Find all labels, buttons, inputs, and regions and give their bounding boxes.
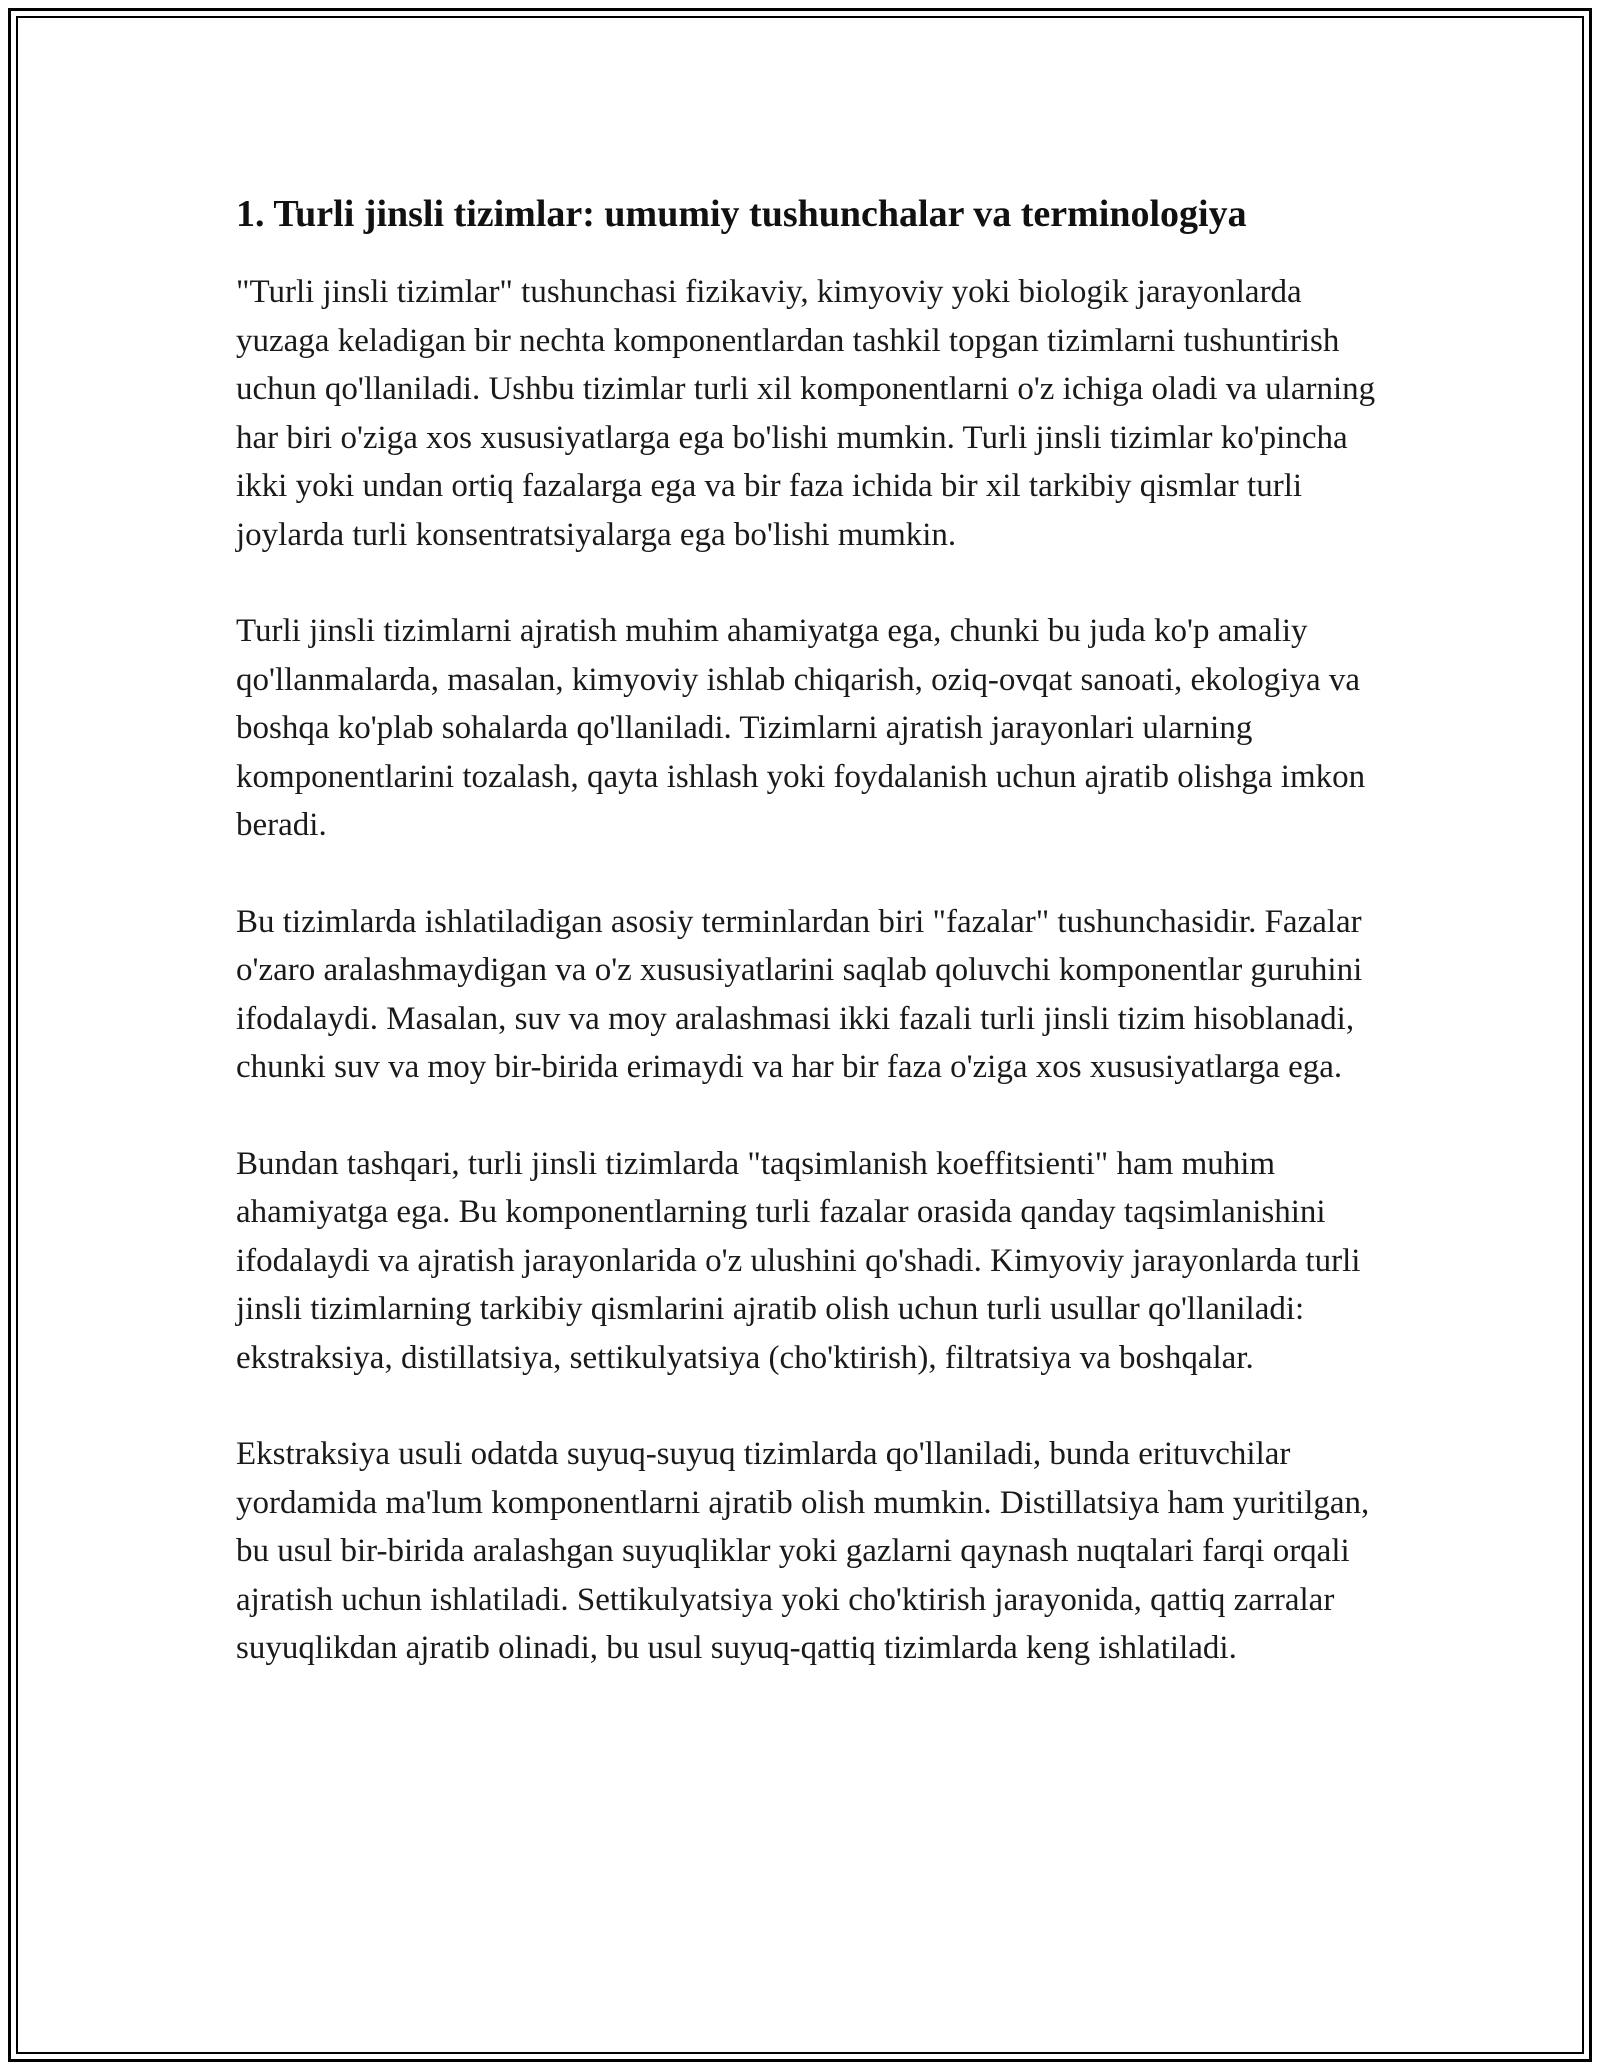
paragraph-4: Bundan tashqari, turli jinsli tizimlarda "taqsimlanish koeffitsienti" ham muhim ahamiyatga ega. Bu komponentlarning turli fazalar orasida qanday taqsimlanishini ifodalaydi va ajratish jarayonlarida o'z ulushini qo'shadi. Kimyoviy jarayonlarda turli jinsli tizimlarning tarkibiy qismlarini ajratib olish uchun turli usullar qo'llaniladi: ekstraksiya, distillatsiya, settikulyatsiya (cho'ktirish), filtratsiya va boshqalar. xyxy=(236,1145,1361,1376)
paragraph-2: Turli jinsli tizimlarni ajratish muhim ahamiyatga ega, chunki bu juda ko'p amaliy qo'llanmalarda, masalan, kimyoviy ishlab chiqarish, oziq-ovqat sanoati, ekologiya va boshqa ko'plab sohalarda qo'llaniladi. Tizimlarni ajratish jarayonlari ularning komponentlarini tozalash, qayta ishlash yoki foydalanish uchun ajratib olishga imkon beradi. xyxy=(236,613,1366,843)
paragraph-3: Bu tizimlarda ishlatiladigan asosiy terminlardan biri "fazalar" tushunchasidir. Fazalar o'zaro aralashmaydigan va o'z xususiyatlarini saqlab qoluvchi komponentlar guruhini ifodalaydi. Masalan, suv va moy aralashmasi ikki fazali turli jinsli tizim hisoblanadi, chunki suv va moy bir-birida erimaydi va har bir faza o'ziga xos xususiyatlarga ega. xyxy=(236,903,1363,1085)
document-body xyxy=(236,188,1376,1673)
paragraph-5: Ekstraksiya usuli odatda suyuq-suyuq tizimlarda qo'llaniladi, bunda erituvchilar yordamida ma'lum komponentlarni ajratib olish mumkin. Distillatsiya ham yuritilgan, bu usul bir-birida aralashgan suyuqliklar yoki gazlarni qaynash nuqtalari farqi orqali ajratish uchun ishlatiladi. Settikulyatsiya yoki cho'ktirish jarayonida, qattiq zarralar suyuqlikdan ajratib olinadi, bu usul suyuq-qattiq tizimlarda keng ishlatiladi. xyxy=(236,1436,1370,1666)
paragraph-1: "Turli jinsli tizimlar" tushunchasi fizikaviy, kimyoviy yoki biologik jarayonlarda yuzaga keladigan bir nechta komponentlardan tashkil topgan tizimlarni tushuntirish uchun qo'llaniladi. Ushbu tizimlar turli xil komponentlarni o'z ichiga oladi va ularning har biri o'ziga xos xususiyatlarga ega bo'lishi mumkin. Turli jinsli tizimlar ko'pincha ikki yoki undan ortiq fazalarga ega va bir faza ichida bir xil tarkibiy qismlar turli joylarda turli konsentratsiyalarga ega bo'lishi mumkin. xyxy=(236,274,1376,553)
section-heading: 1. Turli jinsli tizimlar: umumiy tushunchalar va terminologiya xyxy=(236,193,1247,235)
